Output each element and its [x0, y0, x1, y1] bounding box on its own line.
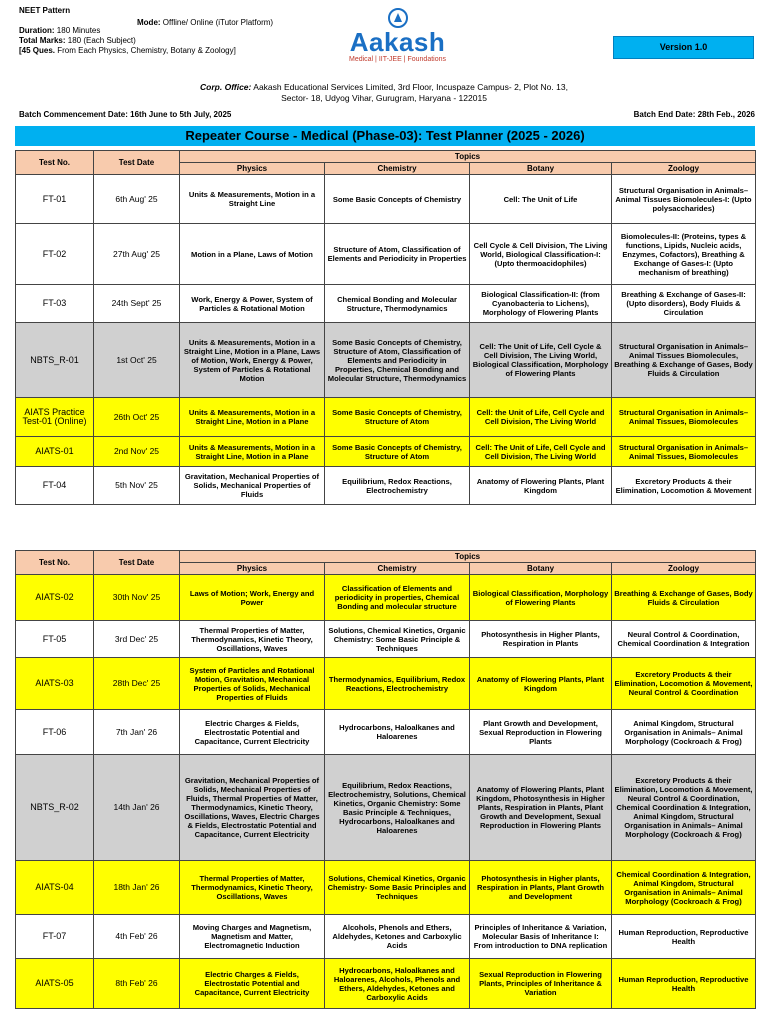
table-row [16, 710, 756, 755]
test-number-cell: NBTS_R-01 [16, 323, 94, 398]
physics-topics-cell: Units & Measurements, Motion in a Straight Line, Motion in a Plane, Laws of Motion, Work, Energy & Power, System of Particles & Rotational Motion [180, 323, 325, 398]
chemistry-topics-cell: Some Basic Concepts of Chemistry [325, 175, 470, 224]
table-row [16, 175, 756, 224]
header-topics: Topics [180, 551, 756, 563]
table-row [16, 755, 756, 861]
header-test-no: Test No. [16, 151, 94, 175]
zoology-topics-cell: Animal Kingdom, Structural Organisation in Animals– Animal Morphology (Cockroach & Frog) [612, 710, 756, 755]
physics-topics-cell: Work, Energy & Power, System of Particles & Rotational Motion [180, 285, 325, 323]
duration-label: Duration: [19, 26, 55, 35]
header-physics: Physics [180, 563, 325, 575]
test-date-cell: 28th Dec' 25 [94, 658, 180, 710]
test-number-cell: FT-01 [16, 175, 94, 224]
header-zoology: Zoology [612, 563, 756, 575]
chemistry-topics-cell: Classification of Elements and periodicity in properties, Chemical Bonding and molecular structure [325, 575, 470, 621]
test-number-cell: AIATS-05 [16, 959, 94, 1009]
test-number-cell: FT-05 [16, 621, 94, 658]
zoology-topics-cell: Human Reproduction, Reproductive Health [612, 959, 756, 1009]
zoology-topics-cell: Excretory Products & their Elimination, Locomotion & Movement, Neural Control & Coordination, Chemical Coordination & Integration, Animal Kingdom, Structural Organisation in Animals– Animal Morphology (Cockroach & Frog) [612, 755, 756, 861]
chemistry-topics-cell: Solutions, Chemical Kinetics, Organic Chemistry: Some Basic Principle & Techniques [325, 621, 470, 658]
chemistry-topics-cell: Some Basic Concepts of Chemistry, Structure of Atom [325, 437, 470, 467]
test-date-cell: 26th Oct' 25 [94, 398, 180, 437]
chemistry-topics-cell: Structure of Atom, Classification of Elements and Periodicity in Properties [325, 224, 470, 285]
test-date-cell: 8th Feb' 26 [94, 959, 180, 1009]
chemistry-topics-cell: Equilibrium, Redox Reactions, Electrochemistry, Solutions, Chemical Kinetics, Organic Chemistry: Some Basic Principle & Techniques, Hydrocarbons, Haloalkanes and Haloarenes [325, 755, 470, 861]
chemistry-topics-cell: Equilibrium, Redox Reactions, Electrochemistry [325, 467, 470, 505]
botany-topics-cell: Sexual Reproduction in Flowering Plants, Principles of Inheritance & Variation [470, 959, 612, 1009]
test-number-cell: FT-04 [16, 467, 94, 505]
zoology-topics-cell: Neural Control & Coordination, Chemical Coordination & Integration [612, 621, 756, 658]
test-number-cell: FT-03 [16, 285, 94, 323]
test-planner-table-2 [15, 550, 756, 1009]
header-botany: Botany [470, 163, 612, 175]
zoology-topics-cell: Structural Organisation in Animals–Animal Tissues, Biomolecules [612, 437, 756, 467]
test-date-cell: 30th Nov' 25 [94, 575, 180, 621]
table-row [16, 861, 756, 915]
test-number-cell: FT-02 [16, 224, 94, 285]
mode-label: Mode: [137, 18, 161, 27]
botany-topics-cell: Anatomy of Flowering Plants, Plant Kingdom [470, 467, 612, 505]
botany-topics-cell: Plant Growth and Development, Sexual Reproduction in Flowering Plants [470, 710, 612, 755]
chemistry-topics-cell: Solutions, Chemical Kinetics, Organic Chemistry- Some Basic Principles and Techniques [325, 861, 470, 915]
chemistry-topics-cell: Chemical Bonding and Molecular Structure, Thermodynamics [325, 285, 470, 323]
test-date-cell: 27th Aug' 25 [94, 224, 180, 285]
test-planner-table-1 [15, 150, 756, 505]
physics-topics-cell: Electric Charges & Fields, Electrostatic Potential and Capacitance, Current Electricity [180, 959, 325, 1009]
zoology-topics-cell: Breathing & Exchange of Gases-II: (Upto disorders), Body Fluids & Circulation [612, 285, 756, 323]
test-date-cell: 2nd Nov' 25 [94, 437, 180, 467]
botany-topics-cell: Biological Classification, Morphology of Flowering Plants [470, 575, 612, 621]
physics-topics-cell: Thermal Properties of Matter, Thermodynamics, Kinetic Theory, Oscillations, Waves [180, 621, 325, 658]
botany-topics-cell: Anatomy of Flowering Plants, Plant Kingdom, Photosynthesis in Higher Plants, Respiration in Plants, Plant Growth and Development, Sexual Reproduction in Flowering Plants [470, 755, 612, 861]
test-number-cell: FT-07 [16, 915, 94, 959]
table-row [16, 398, 756, 437]
header-chemistry: Chemistry [325, 163, 470, 175]
test-date-cell: 4th Feb' 26 [94, 915, 180, 959]
test-number-cell: AIATS Practice Test-01 (Online) [16, 398, 94, 437]
chemistry-topics-cell: Hydrocarbons, Haloalkanes and Haloarenes, Alcohols, Phenols and Ethers, Aldehydes, Ketones and Carboxylic Acids [325, 959, 470, 1009]
botany-topics-cell: Biological Classification-II: (from Cyanobacteria to Lichens), Morphology of Flowering Plants [470, 285, 612, 323]
corporate-office [0, 82, 768, 104]
botany-topics-cell: Photosynthesis in Higher Plants, Respiration in Plants [470, 621, 612, 658]
header-zoology: Zoology [612, 163, 756, 175]
test-date-cell: 1st Oct' 25 [94, 323, 180, 398]
logo-mark-icon [388, 8, 408, 28]
header-botany: Botany [470, 563, 612, 575]
marks-value: 180 (Each Subject) [67, 36, 136, 45]
botany-topics-cell: Cell: the Unit of Life, Cell Cycle and Cell Division, The Living World [470, 398, 612, 437]
zoology-topics-cell: Chemical Coordination & Integration, Animal Kingdom, Structural Organisation in Animals– Animal Morphology (Cockroach & Frog) [612, 861, 756, 915]
table-row [16, 285, 756, 323]
botany-topics-cell: Cell: The Unit of Life [470, 175, 612, 224]
duration-value: 180 Minutes [56, 26, 101, 35]
zoology-topics-cell: Breathing & Exchange of Gases, Body Fluids & Circulation [612, 575, 756, 621]
header-topics: Topics [180, 151, 756, 163]
physics-topics-cell: Gravitation, Mechanical Properties of Solids, Mechanical Properties of Fluids, Thermal Properties of Matter, Thermodynamics, Kinetic Theory, Oscillations, Waves, Electric Charges & Fields, Electrostatic Potential and Capacitance, Current Electricity [180, 755, 325, 861]
corp-label: Corp. Office: [200, 82, 252, 92]
table-row [16, 658, 756, 710]
header-physics: Physics [180, 163, 325, 175]
test-date-cell: 3rd Dec' 25 [94, 621, 180, 658]
table-row [16, 959, 756, 1009]
questions-bold: [45 Ques. [19, 46, 56, 55]
zoology-topics-cell: Excretory Products & their Elimination, Locomotion & Movement, Neural Control & Coordination [612, 658, 756, 710]
header-test-date: Test Date [94, 151, 180, 175]
test-number-cell: FT-06 [16, 710, 94, 755]
physics-topics-cell: System of Particles and Rotational Motion, Gravitation, Mechanical Properties of Solids, Mechanical Properties of Fluids [180, 658, 325, 710]
test-number-cell: AIATS-01 [16, 437, 94, 467]
botany-topics-cell: Anatomy of Flowering Plants, Plant Kingdom [470, 658, 612, 710]
table-row [16, 467, 756, 505]
mode-info [137, 18, 273, 27]
batch-end: Batch End Date: 28th Feb., 2026 [633, 110, 755, 119]
botany-topics-cell: Cell: The Unit of Life, Cell Cycle and Cell Division, The Living World [470, 437, 612, 467]
zoology-topics-cell: Excretory Products & their Elimination, Locomotion & Movement [612, 467, 756, 505]
exam-info [19, 6, 236, 56]
chemistry-topics-cell: Thermodynamics, Equilibrium, Redox Reactions, Electrochemistry [325, 658, 470, 710]
test-number-cell: AIATS-04 [16, 861, 94, 915]
physics-topics-cell: Thermal Properties of Matter, Thermodynamics, Kinetic Theory, Oscillations, Waves [180, 861, 325, 915]
zoology-topics-cell: Structural Organisation in Animals– Animal Tissues Biomolecules-I: (Upto polysaccharides) [612, 175, 756, 224]
test-number-cell: AIATS-03 [16, 658, 94, 710]
zoology-topics-cell: Structural Organisation in Animals–Animal Tissues, Biomolecules [612, 398, 756, 437]
botany-topics-cell: Principles of Inheritance & Variation, Molecular Basis of Inheritance I: From introduction to DNA replication [470, 915, 612, 959]
physics-topics-cell: Gravitation, Mechanical Properties of Solids, Mechanical Properties of Fluids [180, 467, 325, 505]
table-row [16, 575, 756, 621]
physics-topics-cell: Units & Measurements, Motion in a Straight Line, Motion in a Plane [180, 398, 325, 437]
botany-topics-cell: Cell: The Unit of Life, Cell Cycle & Cell Division, The Living World, Biological Classification, Morphology of Flowering Plants [470, 323, 612, 398]
physics-topics-cell: Motion in a Plane, Laws of Motion [180, 224, 325, 285]
test-number-cell: NBTS_R-02 [16, 755, 94, 861]
chemistry-topics-cell: Alcohols, Phenols and Ethers, Aldehydes, Ketones and Carboxylic Acids [325, 915, 470, 959]
test-number-cell: AIATS-02 [16, 575, 94, 621]
physics-topics-cell: Electric Charges & Fields, Electrostatic Potential and Capacitance, Current Electricity [180, 710, 325, 755]
header-chemistry: Chemistry [325, 563, 470, 575]
test-date-cell: 14th Jan' 26 [94, 755, 180, 861]
version-badge: Version 1.0 [613, 36, 754, 59]
chemistry-topics-cell: Hydrocarbons, Haloalkanes and Haloarenes [325, 710, 470, 755]
zoology-topics-cell: Human Reproduction, Reproductive Health [612, 915, 756, 959]
header-test-date: Test Date [94, 551, 180, 575]
zoology-topics-cell: Structural Organisation in Animals– Animal Tissues Biomolecules, Breathing & Exchange of Gases, Body Fluids & Circulation [612, 323, 756, 398]
physics-topics-cell: Moving Charges and Magnetism, Magnetism and Matter, Electromagnetic Induction [180, 915, 325, 959]
table-row [16, 437, 756, 467]
botany-topics-cell: Photosynthesis in Higher plants, Respiration in Plants, Plant Growth and Development [470, 861, 612, 915]
logo-name: Aakash [349, 27, 446, 57]
physics-topics-cell: Units & Measurements, Motion in a Straight Line [180, 175, 325, 224]
test-date-cell: 5th Nov' 25 [94, 467, 180, 505]
chemistry-topics-cell: Some Basic Concepts of Chemistry, Structure of Atom [325, 398, 470, 437]
test-date-cell: 18th Jan' 26 [94, 861, 180, 915]
mode-value: Offline/ Online (iTutor Platform) [162, 18, 274, 27]
table-row [16, 621, 756, 658]
header-test-no: Test No. [16, 551, 94, 575]
page-title: Repeater Course - Medical (Phase-03): Test Planner (2025 - 2026) [15, 126, 755, 146]
physics-topics-cell: Laws of Motion; Work, Energy and Power [180, 575, 325, 621]
marks-label: Total Marks: [19, 36, 66, 45]
corp-line2: Sector- 18, Udyog Vihar, Gurugram, Haryana - 122015 [281, 93, 487, 103]
logo-tagline: Medical | IIT-JEE | Foundations [348, 56, 446, 63]
table-row [16, 323, 756, 398]
pattern-label: NEET Pattern [19, 6, 71, 15]
corp-line1: Aakash Educational Services Limited, 3rd Floor, Incuspaze Campus- 2, Plot No. 13, [253, 82, 568, 92]
physics-topics-cell: Units & Measurements, Motion in a Straight Line, Motion in a Plane [180, 437, 325, 467]
zoology-topics-cell: Biomolecules-II: (Proteins, types & functions, Lipids, Nucleic acids, Enzymes, Cofactors), Breathing & Exchange of Gases-I: (Upto mechanism of breathing) [612, 224, 756, 285]
batch-start: Batch Commencement Date: 16th June to 5th July, 2025 [19, 110, 232, 119]
test-date-cell: 24th Sept' 25 [94, 285, 180, 323]
chemistry-topics-cell: Some Basic Concepts of Chemistry, Structure of Atom, Classification of Elements and Periodicity in Properties, Chemical Bonding and Molecular Structure, Thermodynamics [325, 323, 470, 398]
table-row [16, 224, 756, 285]
aakash-logo [335, 8, 460, 76]
test-date-cell: 6th Aug' 25 [94, 175, 180, 224]
table-row [16, 915, 756, 959]
test-date-cell: 7th Jan' 26 [94, 710, 180, 755]
questions-rest: From Each Physics, Chemistry, Botany & Zoology] [57, 46, 236, 55]
botany-topics-cell: Cell Cycle & Cell Division, The Living World, Biological Classification-I: (Upto thermoacidophiles) [470, 224, 612, 285]
